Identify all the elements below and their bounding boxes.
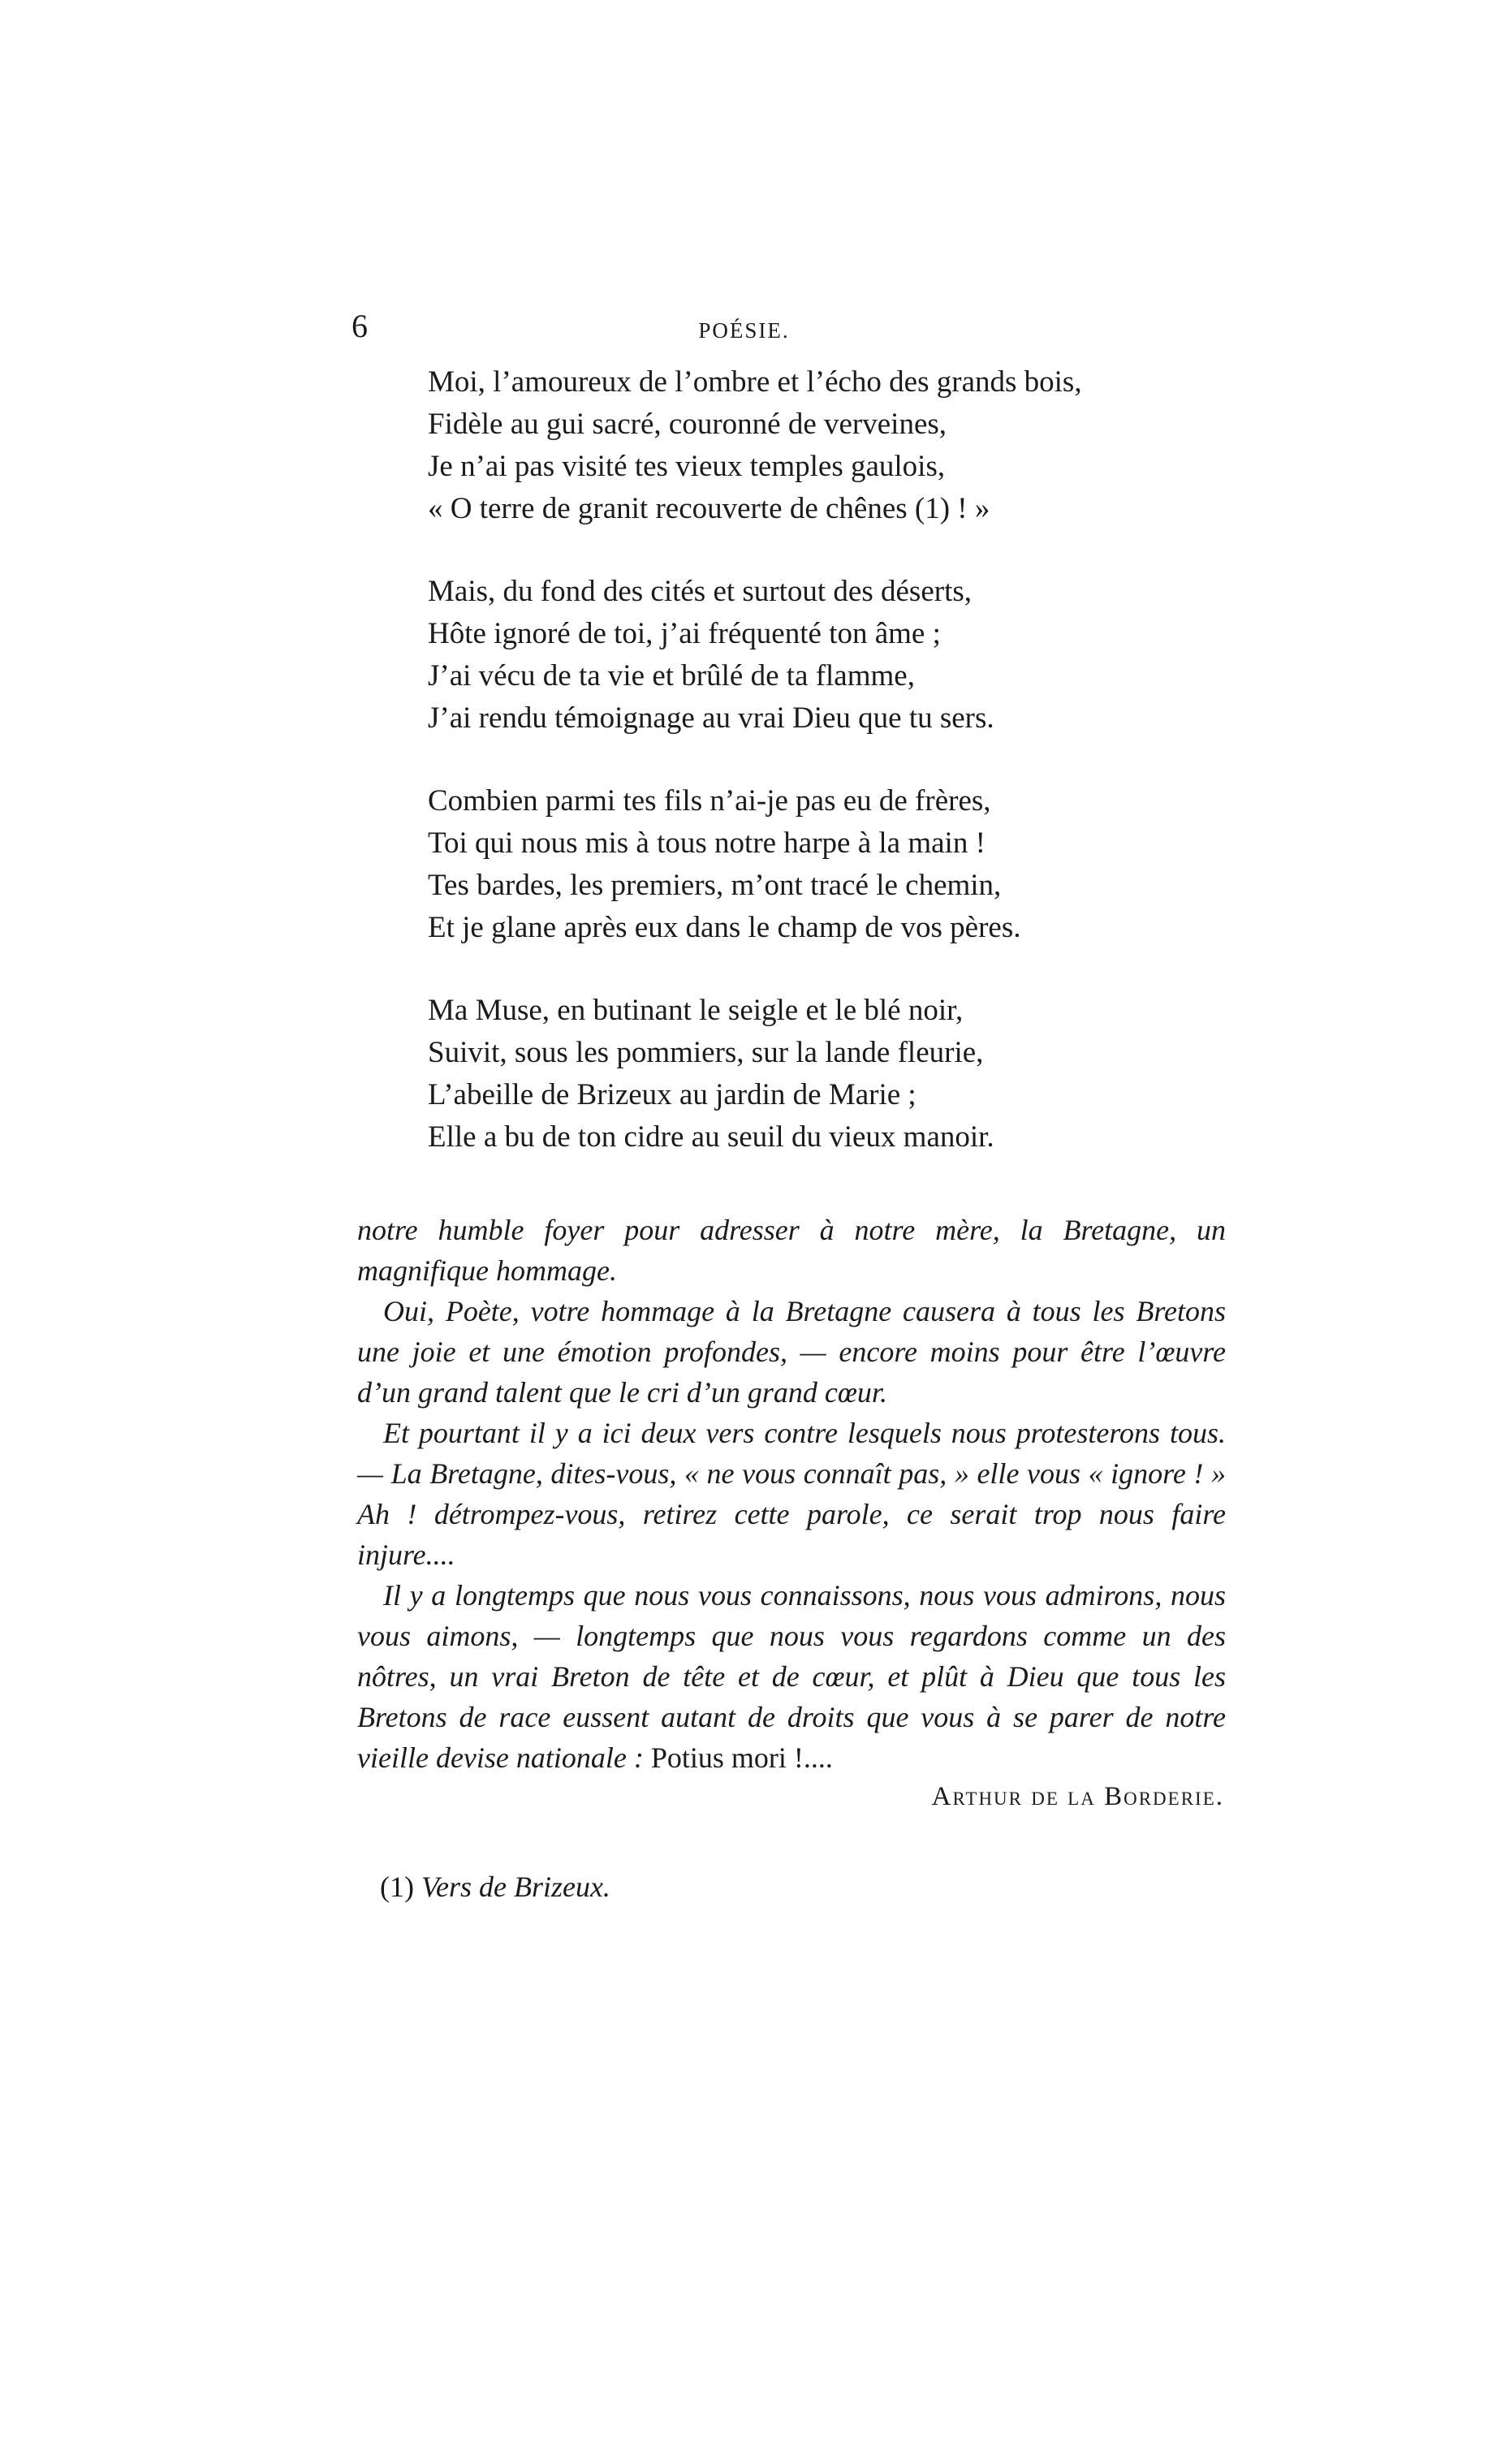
verse-line: Tes bardes, les premiers, m’ont tracé le chemin,	[428, 869, 1002, 902]
verse-line: Hôte ignoré de toi, j’ai fréquenté ton âme ;	[428, 617, 941, 650]
verse-line: Toi qui nous mis à tous notre harpe à la main !	[428, 826, 986, 860]
verse-line: Et je glane après eux dans le champ de vos pères.	[428, 911, 1021, 944]
stanza-4	[428, 990, 1321, 1159]
prose-paragraph-4	[357, 1575, 1226, 1778]
prose-paragraph-3: Et pourtant il y a ici deux vers contre lesquels nous protesterons tous. — La Bretagne, dites-vous, « ne vous connaît pas, » elle vous « ignore ! » Ah ! détrompez-vous, retirez cette parole, ce serait trop nous faire injure....	[357, 1417, 1226, 1571]
verse-line: Moi, l’amoureux de l’ombre et l’écho des grands bois,	[428, 365, 1082, 399]
verse-line: Combien parmi tes fils n’ai-je pas eu de frères,	[428, 784, 991, 818]
footnote-marker: (1)	[380, 1871, 414, 1903]
stanza-3	[428, 780, 1321, 949]
prose-paragraph-1: notre humble foyer pour adresser à notre mère, la Bretagne, un magnifique hommage.	[357, 1214, 1226, 1287]
latin-motto: Potius mori !....	[650, 1741, 833, 1774]
prose-body	[357, 1210, 1226, 1778]
verse-line: J’ai vécu de ta vie et brûlé de ta flamme,	[428, 659, 915, 693]
poem	[428, 361, 1321, 1199]
stanza-2	[428, 571, 1321, 740]
verse-line: Suivit, sous les pommiers, sur la lande fleurie,	[428, 1036, 984, 1069]
verse-line: Elle a bu de ton cidre au seuil du vieux manoir.	[428, 1120, 994, 1154]
verse-line: Mais, du fond des cités et surtout des déserts,	[428, 575, 972, 608]
stanza-1	[428, 361, 1321, 530]
footnote	[380, 1867, 610, 1906]
prose-paragraph-2: Oui, Poète, votre hommage à la Bretagne causera à tous les Bretons une joie et une émotion profondes, — encore moins pour être l’œuvre d’un grand talent que le cri d’un grand cœur.	[357, 1295, 1226, 1409]
verse-line: Je n’ai pas visité tes vieux temples gaulois,	[428, 450, 946, 483]
footnote-text: Vers de Brizeux.	[421, 1871, 610, 1903]
prose-paragraph-4-text: Il y a longtemps que nous vous connaissons, nous vous admirons, nous vous aimons, — longtemps que nous vous regardons comme un des nôtres, un vrai Breton de tête et de cœur, et plût à Dieu que tous les Bretons de race eussent autant de droits que vous à se parer de notre vieille devise nationale :	[357, 1579, 1226, 1774]
verse-line: J’ai rendu témoignage au vrai Dieu que tu sers.	[428, 701, 994, 735]
author-signature: Arthur de la Borderie.	[931, 1782, 1224, 1811]
verse-line: Ma Muse, en butinant le seigle et le blé noir,	[428, 994, 964, 1027]
verse-line: « O terre de granit recouverte de chênes (1) ! »	[428, 492, 990, 525]
verse-line: Fidèle au gui sacré, couronné de verveines,	[428, 408, 947, 441]
running-head: POÉSIE.	[698, 318, 790, 343]
page-number: 6	[352, 308, 368, 344]
verse-line: L’abeille de Brizeux au jardin de Marie ;	[428, 1078, 917, 1111]
